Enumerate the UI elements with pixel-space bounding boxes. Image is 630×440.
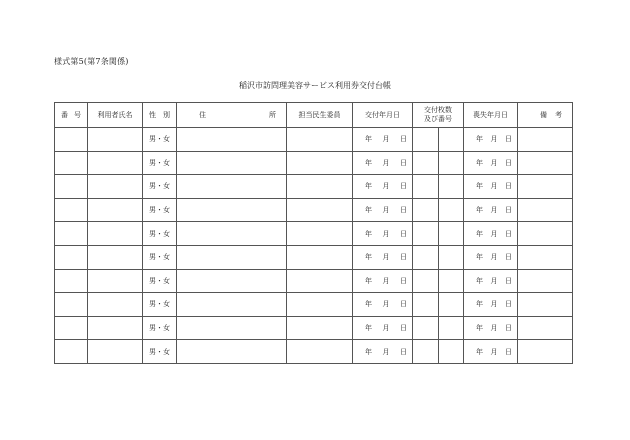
gender-options: 男・女: [149, 158, 170, 167]
gender-options: 男・女: [149, 182, 170, 191]
issue-serial-cell[interactable]: [439, 151, 464, 175]
welfare-commissioner-cell[interactable]: [287, 340, 353, 364]
header-issue-count: 交付枚数 及び番号: [413, 103, 464, 128]
issue-serial-cell[interactable]: [439, 198, 464, 222]
table-row: [55, 269, 573, 293]
remarks-cell[interactable]: [518, 245, 573, 269]
header-loss-date: 喪失年月日: [464, 103, 518, 128]
issue-date-placeholder: 年 月 日: [365, 135, 407, 144]
remarks-cell[interactable]: [518, 175, 573, 199]
number-cell[interactable]: [55, 316, 88, 340]
header-welfare-commissioner: 担当民生委員: [287, 103, 353, 128]
issue-date-placeholder: 年 月 日: [365, 300, 407, 309]
issue-date-cell[interactable]: [353, 245, 413, 269]
remarks-cell[interactable]: [518, 293, 573, 317]
issue-date-placeholder: 年 月 日: [365, 158, 407, 167]
issue-date-placeholder: 年 月 日: [365, 182, 407, 191]
loss-date-placeholder: 年 月 日: [476, 347, 512, 356]
user-name-cell[interactable]: [88, 269, 143, 293]
address-cell[interactable]: [177, 293, 287, 317]
address-cell[interactable]: [177, 175, 287, 199]
ledger-body: [55, 128, 573, 364]
loss-date-placeholder: 年 月 日: [476, 206, 512, 215]
table-row: [55, 245, 573, 269]
loss-date-cell[interactable]: [464, 151, 518, 175]
loss-date-cell[interactable]: [464, 269, 518, 293]
loss-date-placeholder: 年 月 日: [476, 229, 512, 238]
header-address: 住 所: [177, 103, 287, 128]
welfare-commissioner-cell[interactable]: [287, 222, 353, 246]
header-remarks: 備 考: [518, 103, 573, 128]
gender-cell[interactable]: [143, 293, 177, 317]
user-name-cell[interactable]: [88, 198, 143, 222]
ledger-table: [54, 102, 573, 364]
table-row: [55, 316, 573, 340]
issue-serial-cell[interactable]: [439, 245, 464, 269]
gender-cell[interactable]: [143, 198, 177, 222]
gender-options: 男・女: [149, 135, 170, 144]
issue-date-cell[interactable]: [353, 222, 413, 246]
remarks-cell[interactable]: [518, 198, 573, 222]
issue-date-cell[interactable]: [353, 293, 413, 317]
issue-count-cell[interactable]: [413, 340, 439, 364]
issue-date-cell[interactable]: [353, 340, 413, 364]
gender-options: 男・女: [149, 206, 170, 215]
issue-count-cell[interactable]: [413, 316, 439, 340]
header-user-name: 利用者氏名: [88, 103, 143, 128]
table-row: [55, 198, 573, 222]
issue-date-cell[interactable]: [353, 175, 413, 199]
number-cell[interactable]: [55, 175, 88, 199]
header-row: [55, 103, 573, 128]
issue-date-cell[interactable]: [353, 198, 413, 222]
loss-date-placeholder: 年 月 日: [476, 158, 512, 167]
header-gender: 性 別: [143, 103, 177, 128]
welfare-commissioner-cell[interactable]: [287, 128, 353, 152]
address-cell[interactable]: [177, 151, 287, 175]
issue-serial-cell[interactable]: [439, 175, 464, 199]
loss-date-placeholder: 年 月 日: [476, 276, 512, 285]
loss-date-cell[interactable]: [464, 198, 518, 222]
number-cell[interactable]: [55, 293, 88, 317]
header-issue-date: 交付年月日: [353, 103, 413, 128]
issue-count-cell[interactable]: [413, 222, 439, 246]
loss-date-cell[interactable]: [464, 316, 518, 340]
gender-cell[interactable]: [143, 151, 177, 175]
user-name-cell[interactable]: [88, 175, 143, 199]
user-name-cell[interactable]: [88, 340, 143, 364]
user-name-cell[interactable]: [88, 128, 143, 152]
remarks-cell[interactable]: [518, 316, 573, 340]
user-name-cell[interactable]: [88, 293, 143, 317]
gender-cell[interactable]: [143, 340, 177, 364]
welfare-commissioner-cell[interactable]: [287, 175, 353, 199]
address-cell[interactable]: [177, 198, 287, 222]
loss-date-placeholder: 年 月 日: [476, 135, 512, 144]
gender-cell[interactable]: [143, 269, 177, 293]
gender-options: 男・女: [149, 300, 170, 309]
issue-date-placeholder: 年 月 日: [365, 206, 407, 215]
number-cell[interactable]: [55, 151, 88, 175]
address-cell[interactable]: [177, 128, 287, 152]
gender-cell[interactable]: [143, 316, 177, 340]
gender-cell[interactable]: [143, 128, 177, 152]
table-row: [55, 128, 573, 152]
number-cell[interactable]: [55, 222, 88, 246]
remarks-cell[interactable]: [518, 222, 573, 246]
address-cell[interactable]: [177, 340, 287, 364]
issue-count-cell[interactable]: [413, 151, 439, 175]
table-row: [55, 293, 573, 317]
gender-cell[interactable]: [143, 245, 177, 269]
issue-count-cell[interactable]: [413, 128, 439, 152]
user-name-cell[interactable]: [88, 316, 143, 340]
form-number-label: 様式第5(第7条関係): [54, 57, 129, 66]
issue-count-cell[interactable]: [413, 175, 439, 199]
gender-cell[interactable]: [143, 222, 177, 246]
gender-options: 男・女: [149, 324, 170, 333]
issue-count-cell[interactable]: [413, 269, 439, 293]
welfare-commissioner-cell[interactable]: [287, 151, 353, 175]
address-cell[interactable]: [177, 245, 287, 269]
loss-date-placeholder: 年 月 日: [476, 182, 512, 191]
remarks-cell[interactable]: [518, 269, 573, 293]
header-number: 番 号: [55, 103, 88, 128]
gender-cell[interactable]: [143, 175, 177, 199]
issue-date-placeholder: 年 月 日: [365, 324, 407, 333]
table-row: [55, 340, 573, 364]
issue-date-cell[interactable]: [353, 269, 413, 293]
gender-options: 男・女: [149, 276, 170, 285]
issue-date-placeholder: 年 月 日: [365, 253, 407, 262]
number-cell[interactable]: [55, 269, 88, 293]
issue-count-cell[interactable]: [413, 198, 439, 222]
issue-serial-cell[interactable]: [439, 316, 464, 340]
issue-serial-cell[interactable]: [439, 222, 464, 246]
issue-date-placeholder: 年 月 日: [365, 229, 407, 238]
loss-date-cell[interactable]: [464, 222, 518, 246]
user-name-cell[interactable]: [88, 222, 143, 246]
welfare-commissioner-cell[interactable]: [287, 316, 353, 340]
address-cell[interactable]: [177, 316, 287, 340]
remarks-cell[interactable]: [518, 128, 573, 152]
number-cell[interactable]: [55, 245, 88, 269]
loss-date-cell[interactable]: [464, 175, 518, 199]
welfare-commissioner-cell[interactable]: [287, 245, 353, 269]
table-row: [55, 151, 573, 175]
address-cell[interactable]: [177, 269, 287, 293]
number-cell[interactable]: [55, 128, 88, 152]
loss-date-cell[interactable]: [464, 245, 518, 269]
loss-date-cell[interactable]: [464, 293, 518, 317]
issue-date-cell[interactable]: [353, 151, 413, 175]
user-name-cell[interactable]: [88, 245, 143, 269]
address-cell[interactable]: [177, 222, 287, 246]
issue-serial-cell[interactable]: [439, 128, 464, 152]
welfare-commissioner-cell[interactable]: [287, 269, 353, 293]
issue-serial-cell[interactable]: [439, 293, 464, 317]
issue-date-cell[interactable]: [353, 316, 413, 340]
remarks-cell[interactable]: [518, 151, 573, 175]
number-cell[interactable]: [55, 198, 88, 222]
issue-date-placeholder: 年 月 日: [365, 347, 407, 356]
table-row: [55, 175, 573, 199]
gender-options: 男・女: [149, 229, 170, 238]
issue-count-cell[interactable]: [413, 293, 439, 317]
loss-date-placeholder: 年 月 日: [476, 300, 512, 309]
user-name-cell[interactable]: [88, 151, 143, 175]
issue-serial-cell[interactable]: [439, 269, 464, 293]
number-cell[interactable]: [55, 340, 88, 364]
loss-date-cell[interactable]: [464, 340, 518, 364]
remarks-cell[interactable]: [518, 340, 573, 364]
loss-date-cell[interactable]: [464, 128, 518, 152]
welfare-commissioner-cell[interactable]: [287, 198, 353, 222]
issue-date-cell[interactable]: [353, 128, 413, 152]
issue-date-placeholder: 年 月 日: [365, 276, 407, 285]
issue-serial-cell[interactable]: [439, 340, 464, 364]
issue-count-cell[interactable]: [413, 245, 439, 269]
table-row: [55, 222, 573, 246]
gender-options: 男・女: [149, 347, 170, 356]
loss-date-placeholder: 年 月 日: [476, 253, 512, 262]
gender-options: 男・女: [149, 253, 170, 262]
loss-date-placeholder: 年 月 日: [476, 324, 512, 333]
welfare-commissioner-cell[interactable]: [287, 293, 353, 317]
document-title: 稲沢市訪問理美容サービス利用券交付台帳: [239, 81, 391, 90]
